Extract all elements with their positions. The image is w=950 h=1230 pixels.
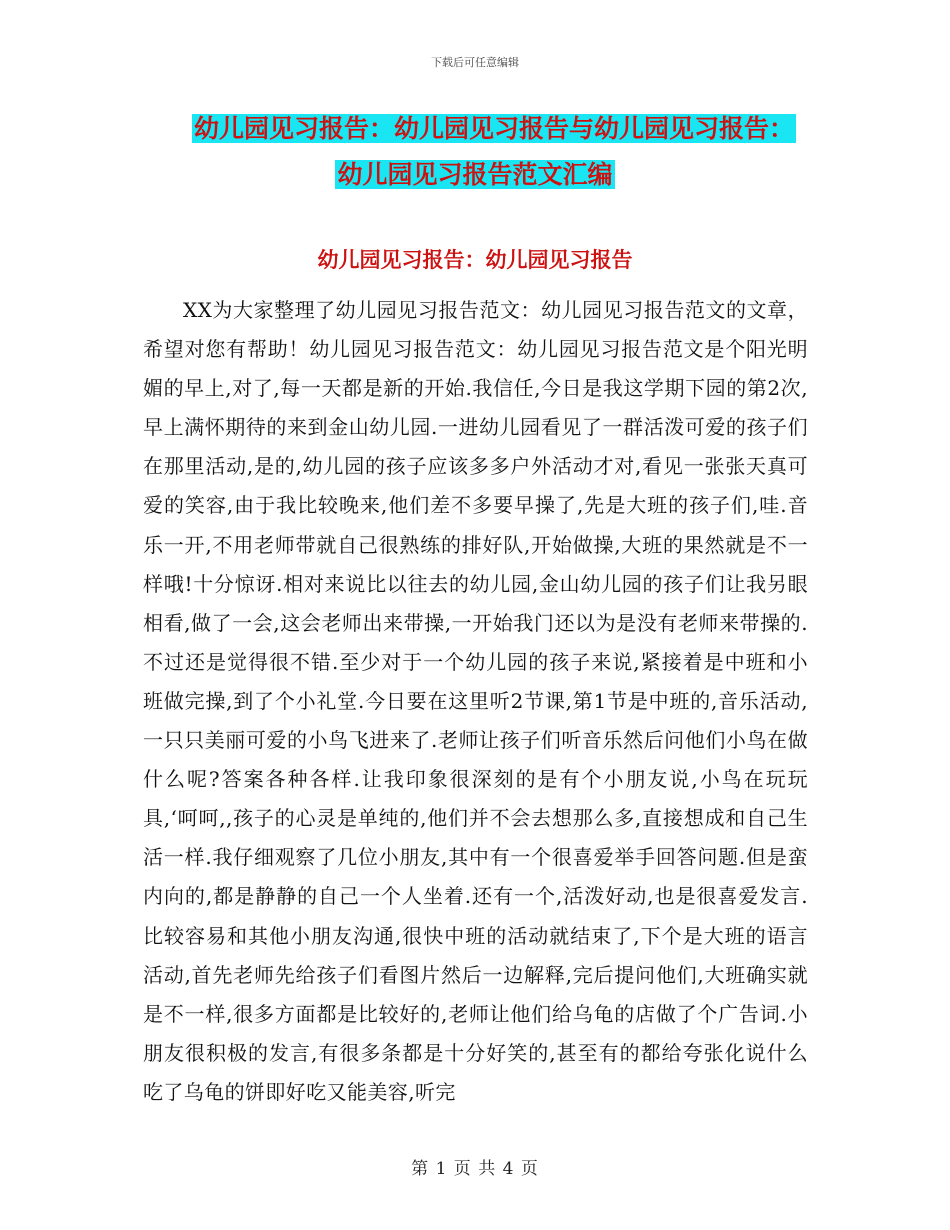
document-title-text-2: 幼儿园见习报告范文汇编 bbox=[337, 160, 613, 189]
page-footer: 第 1 页 共 4 页 bbox=[411, 1159, 539, 1179]
document-title-line-1 bbox=[0, 109, 950, 149]
header-note: 下载后可任意编辑 bbox=[431, 56, 519, 69]
document-title-text-1: 幼儿园见习报告：幼儿园见习报告与幼儿园见习报告： bbox=[193, 114, 794, 143]
body-paragraph: XX为大家整理了幼儿园见习报告范文：幼儿园见习报告范文的文章，希望对您有帮助！幼儿园见习报告范文：幼儿园见习报告范文是个阳光明媚的早上,对了,每一天都是新的开始.我信任,今日是我这学期下园的第2次,早上满怀期待的来到金山幼儿园.一进幼儿园看见了一群活泼可爱的孩子们在那里活动,是的,幼儿园的孩子应该多多户外活动才对,看见一张张天真可爱的笑容,由于我比较晚来,他们差不多要早操了,先是大班的孩子们,哇.音乐一开,不用老师带就自己很熟练的排好队,开始做操,大班的果然就是不一样哦!十分惊讶.相对来说比以往去的幼儿园,金山幼儿园的孩子们让我另眼相看,做了一会,这会老师出来带操,一开始我门还以为是没有老师来带操的.不过还是觉得很不错.至少对于一个幼儿园的孩子来说,紧接着是中班和小班做完操,到了个小礼堂.今日要在这里听2节课,第1节是中班的,音乐活动,一只只美丽可爱的小鸟飞进来了.老师让孩子们听音乐然后问他们小鸟在做什么呢?答案各种各样.让我印象很深刻的是有个小朋友说,小鸟在玩玩具,‘呵呵,,孩子的心灵是单纯的,他们并不会去想那么多,直接想成和自己生活一样.我仔细观察了几位小朋友,其中有一个很喜爱举手回答问题.但是蛮内向的,都是静静的自己一个人坐着.还有一个,活泼好动,也是很喜爱发言.比较容易和其他小朋友沟通,很快中班的活动就结束了,下个是大班的语言活动,首先老师先给孩子们看图片然后一边解释,完后提问他们,大班确实就是不一样,很多方面都是比较好的,老师让他们给乌龟的店做了个广告词.小朋友很积极的发言,有很多条都是十分好笑的,甚至有的都给夸张化说什么吃了乌龟的饼即好吃又能美容,听完 bbox=[143, 298, 808, 1104]
document-title-line-2 bbox=[0, 155, 950, 195]
section-title: 幼儿园见习报告：幼儿园见习报告 bbox=[317, 248, 633, 272]
